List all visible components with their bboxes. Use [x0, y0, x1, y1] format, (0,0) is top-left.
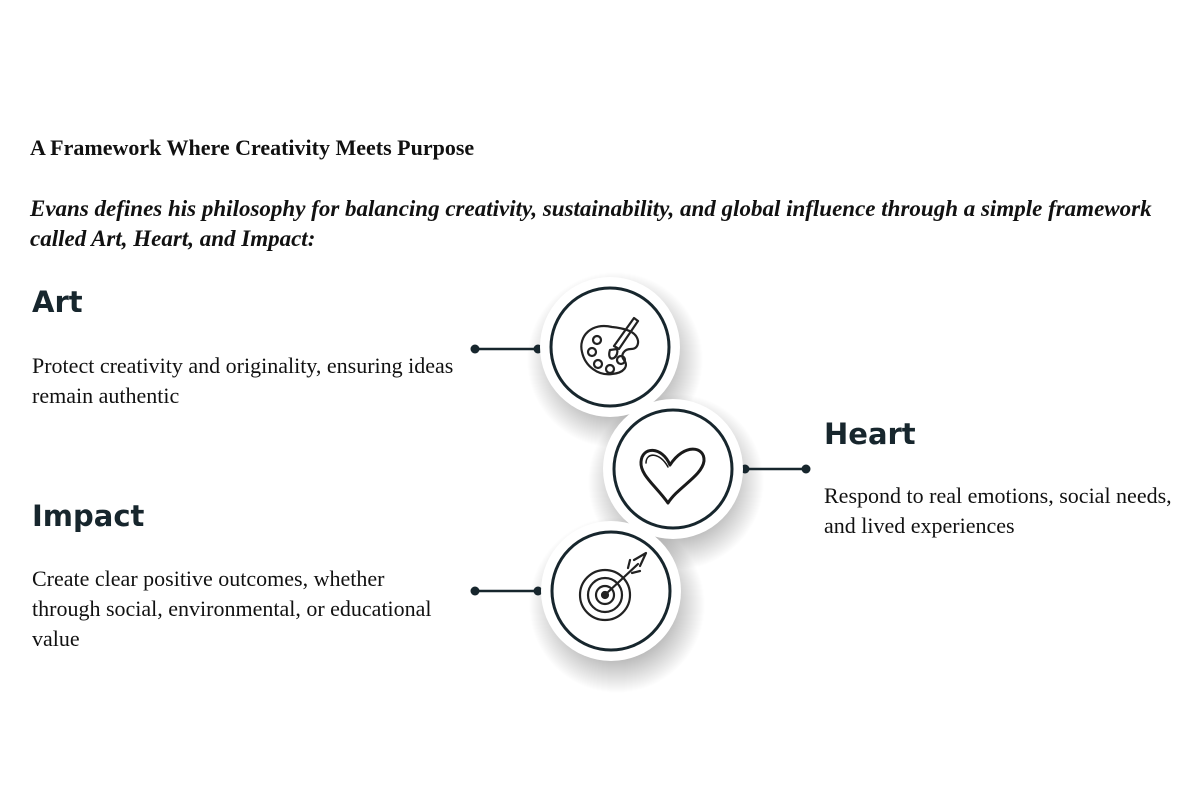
art-title: Art	[32, 285, 83, 319]
heart-circle	[603, 399, 743, 539]
impact-circle	[541, 521, 681, 661]
intro-text: Evans defines his philosophy for balancing creativity, sustainability, and global influence through a simple framework called Art, Heart, and Impact:	[30, 196, 1152, 251]
art-circle	[540, 277, 680, 417]
impact-title: Impact	[32, 499, 145, 533]
page-heading: A Framework Where Creativity Meets Purpose	[30, 135, 475, 160]
art-description: Protect creativity and originality, ensuring ideas remain authentic	[32, 353, 454, 408]
heart-description: Respond to real emotions, social needs, and lived experiences	[824, 483, 1172, 538]
impact-description: Create clear positive outcomes, whether through social, environmental, or educational value	[32, 566, 432, 651]
heart-title: Heart	[824, 417, 916, 451]
